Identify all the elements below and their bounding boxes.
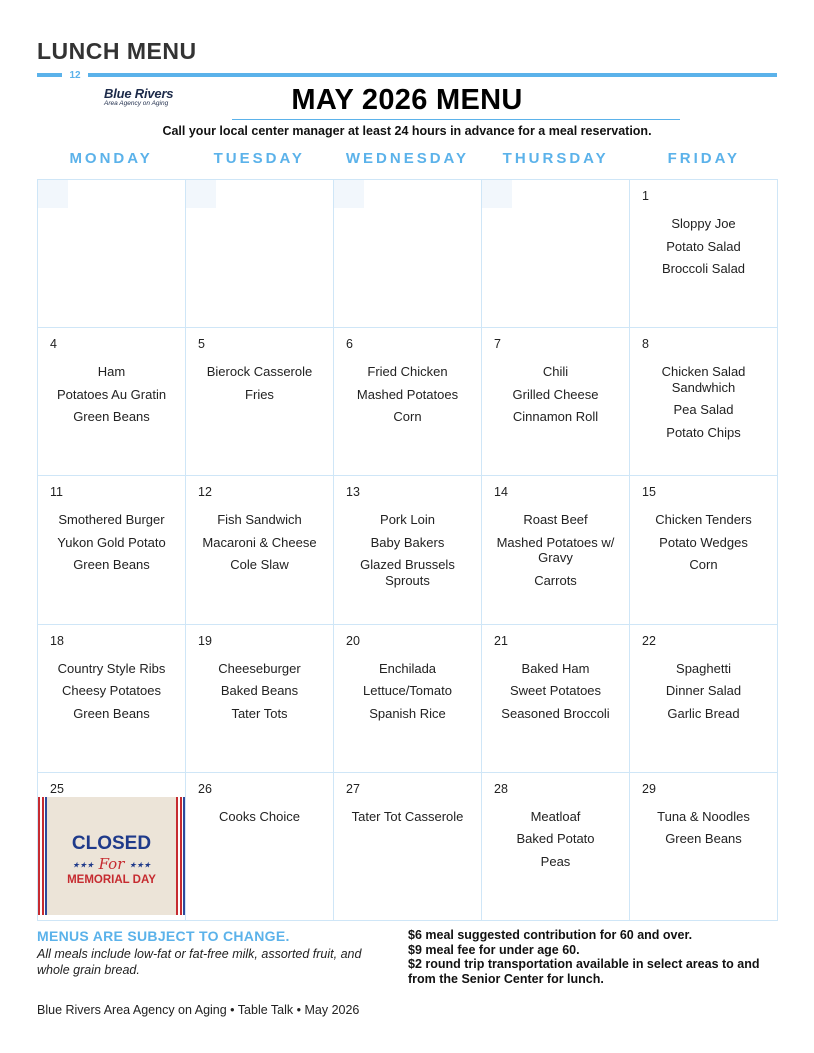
date-number: 1	[642, 189, 649, 203]
menu-item: Mashed Potatoes w/ Gravy	[496, 534, 615, 566]
menu-items	[482, 364, 629, 432]
menu-item: Potato Chips	[666, 424, 741, 440]
menu-items	[38, 512, 185, 580]
date-number: 7	[494, 337, 501, 352]
date-number: 15	[642, 485, 656, 500]
menu-items	[186, 809, 333, 832]
menu-item: Potato Salad	[666, 238, 741, 254]
menu-items	[630, 661, 777, 729]
calendar-day-cell	[630, 625, 778, 773]
menu-item: Sloppy Joe	[671, 216, 736, 231]
weekday-label: THURSDAY	[502, 150, 609, 167]
menu-item: Seasoned Broccoli	[501, 705, 610, 721]
reservation-note: Call your local center manager at least 24 hours in advance for a meal reservation.	[162, 124, 652, 138]
date-number: 18	[50, 633, 64, 648]
menu-items	[482, 512, 629, 595]
menu-item: Meatloaf	[530, 808, 581, 824]
empty-date-tab	[38, 180, 68, 208]
date-number: 29	[642, 781, 656, 796]
date-number: 22	[642, 633, 656, 648]
date-number: 13	[346, 485, 360, 500]
menu-item: Tater Tots	[231, 705, 288, 721]
menu-item: Corn	[393, 409, 422, 425]
menu-item: Cheesy Potatoes	[61, 683, 161, 699]
logo-main-text: Blue Rivers	[104, 86, 174, 101]
calendar-day-cell	[630, 328, 778, 476]
calendar-day-cell	[482, 180, 630, 328]
fee-line: $2 round trip transportation available in select areas to and from the Senior Center for lunch.	[408, 957, 760, 986]
calendar-day-cell	[630, 773, 778, 921]
menu-item: Tuna & Noodles	[657, 808, 750, 824]
menu-items	[482, 661, 629, 729]
header-rule	[37, 73, 777, 77]
weekday-label: FRIDAY	[667, 150, 741, 167]
menu-item: Ham	[97, 364, 126, 380]
calendar-day-cell	[186, 625, 334, 773]
menu-items	[630, 216, 777, 284]
menu-item: Potato Wedges	[659, 534, 748, 550]
calendar-day-cell	[482, 625, 630, 773]
empty-date-tab	[334, 180, 364, 208]
calendar-day-cell	[334, 180, 482, 328]
calendar-day-cell	[334, 328, 482, 476]
date-number: 6	[346, 337, 353, 352]
weekday-label: TUESDAY	[213, 150, 305, 167]
menu-item: Chicken Salad Sandwhich	[661, 364, 746, 395]
menu-item: Fries	[245, 386, 274, 402]
page-number: 12	[62, 70, 88, 82]
date-number: 11	[50, 485, 63, 500]
menu-item: Macaroni & Cheese	[202, 534, 317, 550]
menu-items	[482, 809, 629, 877]
menu-item: Spanish Rice	[369, 705, 446, 721]
calendar-day-cell	[186, 773, 334, 921]
fee-info	[408, 928, 783, 986]
menu-item: Cinnamon Roll	[512, 409, 599, 425]
notes-heading: MENUS ARE SUBJECT TO CHANGE.	[37, 928, 290, 944]
menu-item: Glazed Brussels Sprouts	[360, 557, 455, 588]
menu-item: Pea Salad	[673, 402, 734, 418]
menu-item: Potatoes Au Gratin	[56, 386, 167, 402]
logo-sub-text: Area Agency on Aging	[104, 100, 169, 107]
calendar-day-cell	[334, 773, 482, 921]
menu-items	[630, 512, 777, 580]
closed-label: CLOSED	[71, 832, 152, 854]
menu-item: Bierock Casserole	[206, 364, 313, 380]
menu-item: Fried Chicken	[367, 364, 448, 380]
date-number: 20	[346, 633, 360, 648]
menu-item: Green Beans	[73, 557, 150, 573]
calendar-day-cell	[482, 328, 630, 476]
menu-item: Baked Beans	[220, 683, 299, 699]
menu-item: Fish Sandwich	[217, 512, 302, 528]
menu-item: Pork Loin	[380, 512, 435, 528]
stars-icon: ★★★	[72, 860, 94, 870]
calendar-day-cell	[334, 625, 482, 773]
date-number: 5	[198, 337, 205, 352]
date-number: 14	[494, 485, 508, 500]
menu-items	[38, 661, 185, 729]
menu-item: Green Beans	[73, 705, 150, 721]
menu-items	[334, 364, 481, 432]
menu-item: Chicken Tenders	[655, 512, 752, 528]
date-number: 28	[494, 781, 508, 796]
menu-items	[186, 661, 333, 729]
menu-items	[334, 512, 481, 595]
menu-item: Peas	[540, 853, 571, 869]
menu-item: Yukon Gold Potato	[57, 534, 166, 550]
menu-item: Green Beans	[73, 409, 150, 425]
menu-item: Green Beans	[665, 831, 742, 847]
date-number: 21	[494, 633, 508, 648]
menu-item: Roast Beef	[523, 512, 588, 528]
calendar-day-cell	[38, 476, 186, 624]
for-label	[38, 855, 185, 873]
weekday-label: WEDNESDAY	[345, 150, 470, 167]
date-number: 25	[50, 781, 64, 796]
date-number: 19	[198, 633, 212, 648]
menu-item: Cooks Choice	[219, 808, 300, 824]
calendar-day-cell	[186, 328, 334, 476]
menu-items	[630, 809, 777, 854]
calendar-day-cell	[482, 476, 630, 624]
date-number: 4	[50, 337, 57, 352]
date-number: 26	[198, 781, 212, 796]
notes-body: All meals include low-fat or fat-free milk, assorted fruit, and whole grain bread.	[37, 947, 362, 977]
date-number: 8	[642, 337, 649, 352]
calendar-day-cell	[334, 476, 482, 624]
fee-line: $6 meal suggested contribution for 60 and over.	[408, 928, 693, 942]
menu-item: Smothered Burger	[58, 512, 165, 528]
menu-item: Spaghetti	[676, 660, 731, 676]
menu-items	[334, 661, 481, 729]
page-footer: Blue Rivers Area Agency on Aging • Table Talk • May 2026	[37, 1003, 360, 1017]
menu-item: Broccoli Salad	[661, 261, 746, 276]
section-title: LUNCH MENU	[37, 38, 197, 64]
weekday-label: MONDAY	[69, 150, 153, 167]
calendar-day-cell	[38, 773, 186, 921]
empty-date-tab	[186, 180, 216, 208]
calendar-day-cell	[186, 180, 334, 328]
menu-item: Grilled Cheese	[512, 386, 599, 402]
menu-item: Sweet Potatoes	[509, 683, 602, 699]
menu-item: Baked Potato	[516, 831, 595, 847]
menu-item: Corn	[689, 557, 718, 573]
menu-items	[334, 809, 481, 832]
menu-item: Dinner Salad	[665, 683, 742, 699]
calendar-day-cell	[630, 476, 778, 624]
menu-item: Cole Slaw	[230, 557, 289, 573]
menu-items	[630, 364, 777, 447]
weekday-header	[37, 150, 778, 167]
date-number: 12	[198, 485, 212, 500]
menu-items	[38, 364, 185, 432]
menu-items	[186, 512, 333, 580]
calendar-day-cell	[38, 180, 186, 328]
menu-item: Country Style Ribs	[57, 660, 166, 676]
menu-items	[186, 364, 333, 409]
calendar-day-cell	[38, 328, 186, 476]
closed-memorial-day-banner	[38, 797, 185, 915]
title-underline	[232, 119, 680, 120]
menu-item: Lettuce/Tomato	[363, 683, 452, 699]
menu-item: Carrots	[534, 572, 577, 588]
calendar-day-cell	[38, 625, 186, 773]
menu-item: Enchilada	[378, 660, 437, 676]
menu-calendar	[37, 179, 778, 921]
menu-item: Garlic Bread	[667, 705, 740, 721]
menu-item: Baby Bakers	[370, 534, 445, 550]
menu-item: Mashed Potatoes	[356, 386, 459, 402]
menu-item: Cheeseburger	[218, 660, 301, 676]
fee-line: $9 meal fee for under age 60.	[408, 942, 580, 957]
stars-icon: ★★★	[129, 860, 151, 870]
calendar-day-cell	[186, 476, 334, 624]
calendar-day-cell	[482, 773, 630, 921]
for-word: For	[98, 854, 125, 873]
menu-item: Baked Ham	[521, 660, 590, 676]
calendar-day-cell	[630, 180, 778, 328]
menu-item: Tater Tot Casserole	[351, 808, 464, 824]
empty-date-tab	[482, 180, 512, 208]
page-title: MAY 2026 MENU	[291, 84, 523, 116]
menu-item: Chili	[542, 364, 569, 380]
date-number: 27	[346, 781, 360, 796]
memorial-day-label: MEMORIAL DAY	[67, 873, 156, 886]
